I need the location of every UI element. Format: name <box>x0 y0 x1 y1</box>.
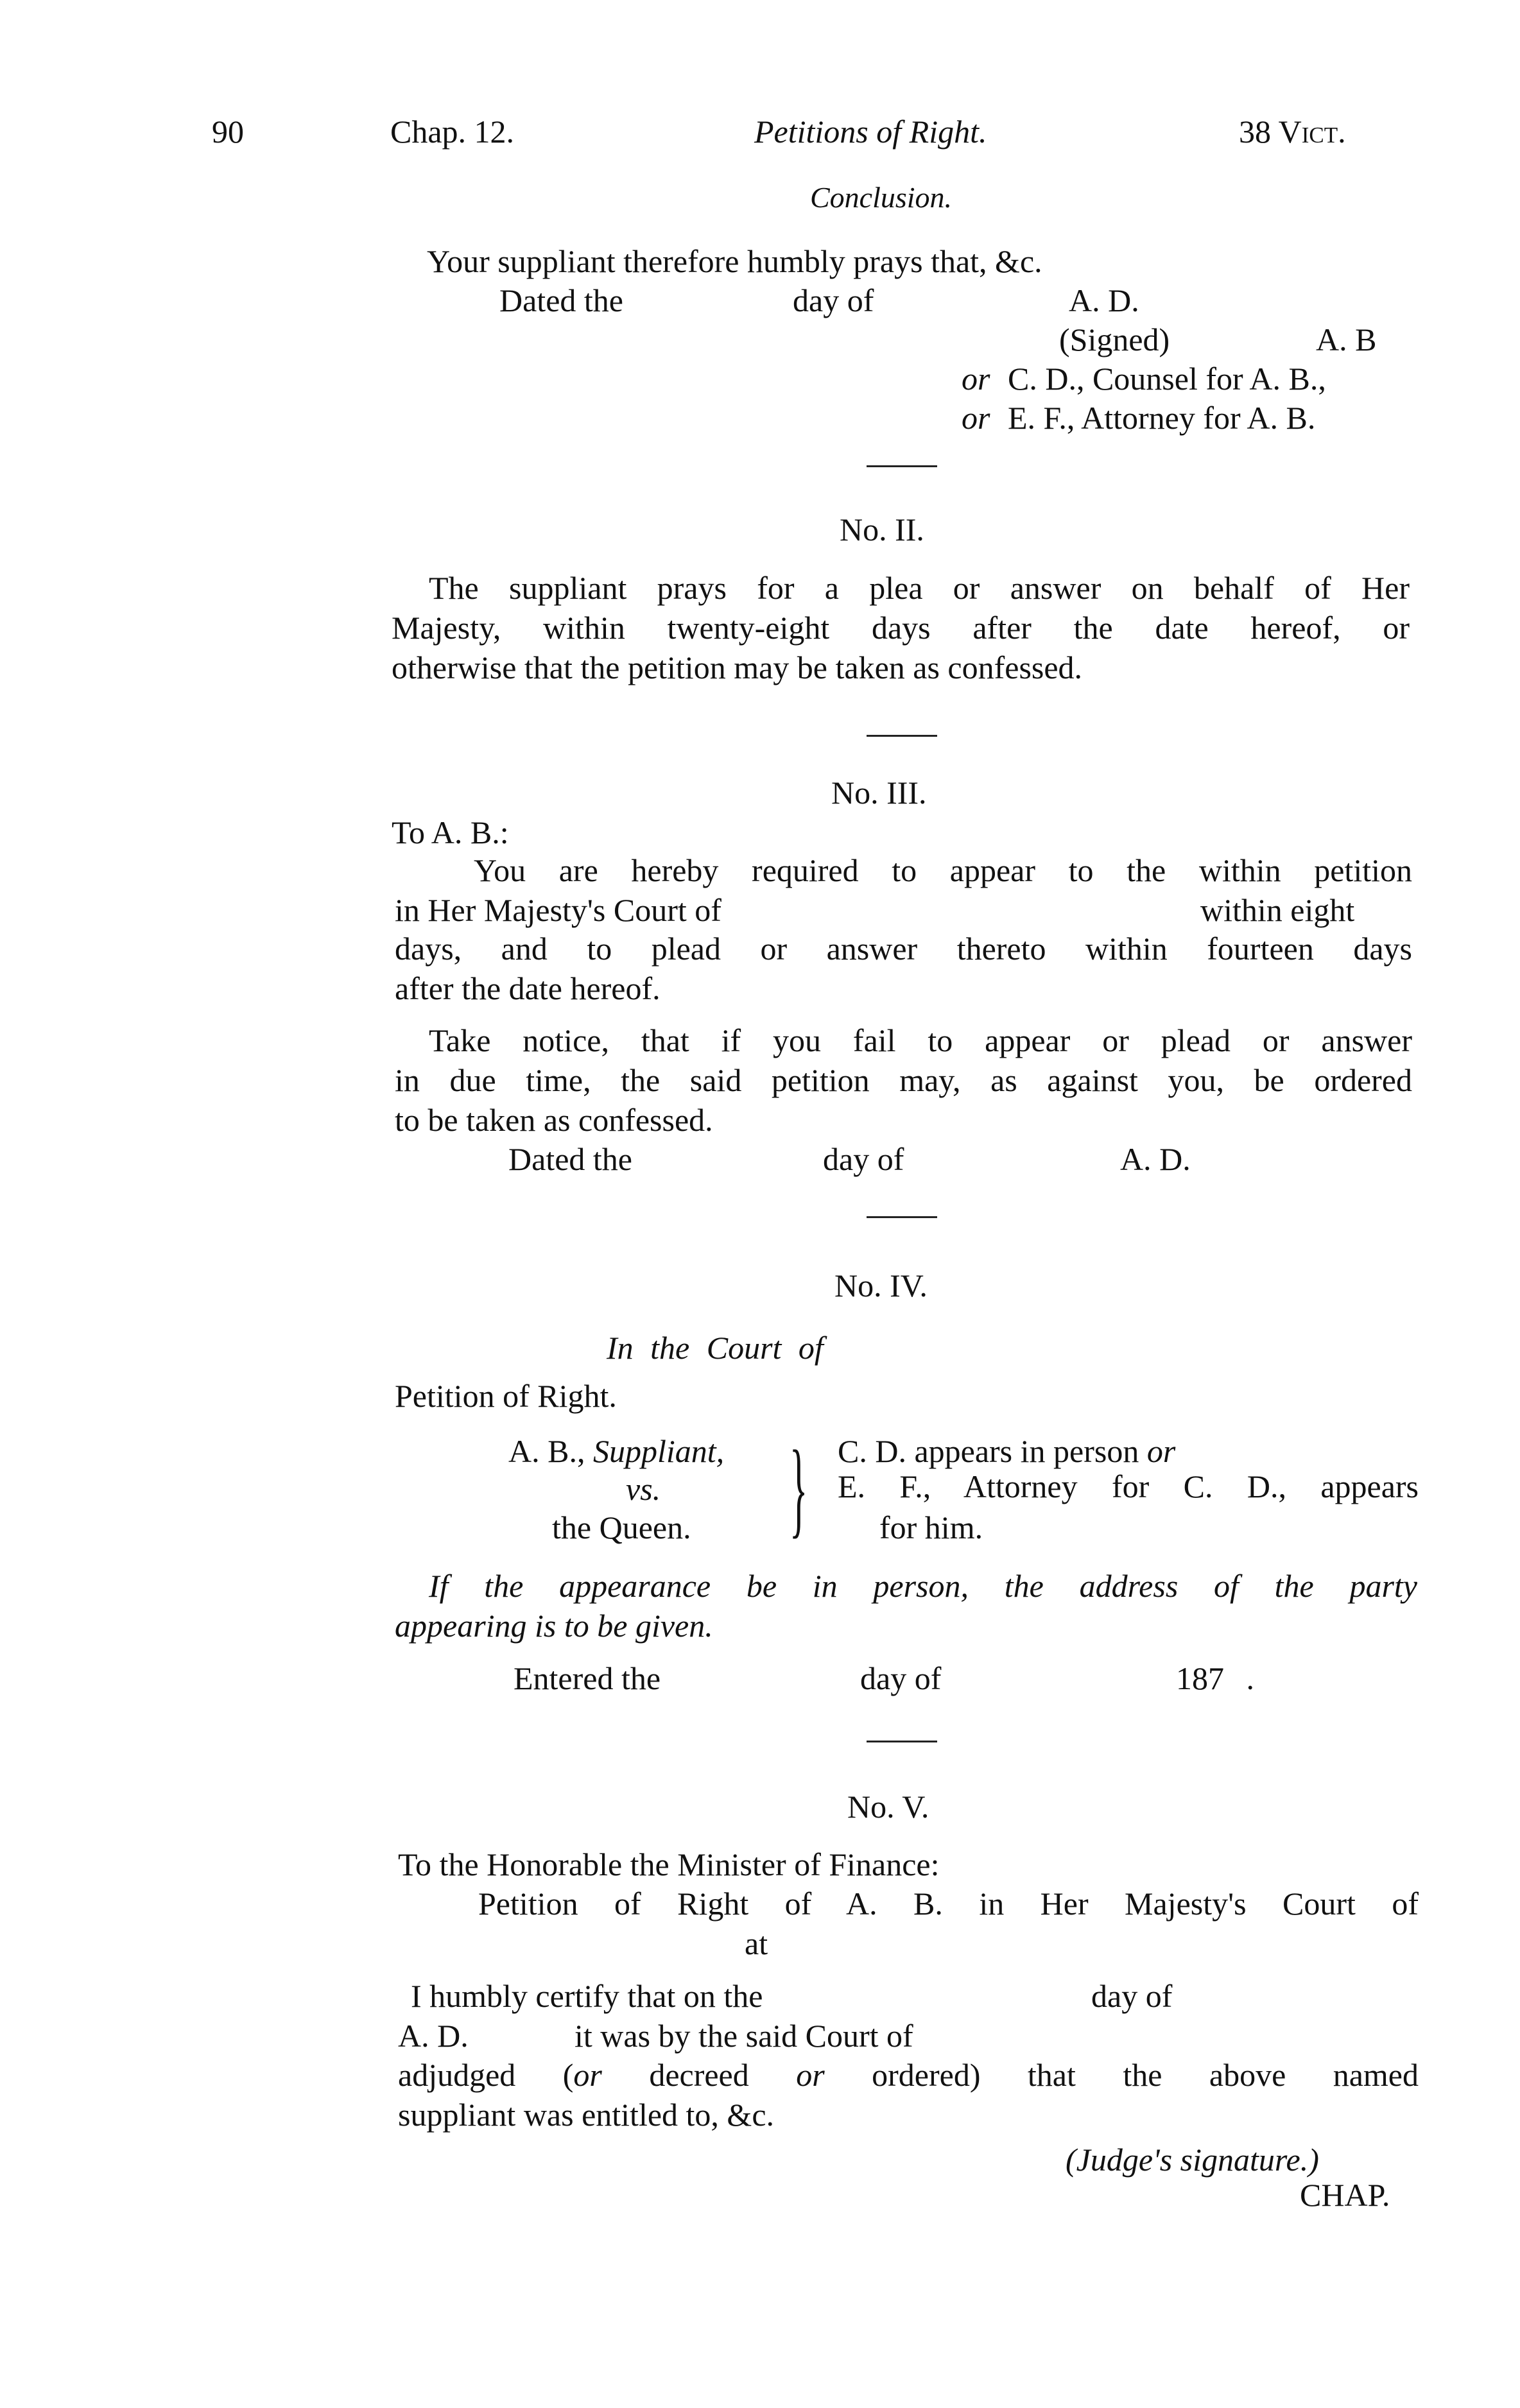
form-5-cert-or: or <box>573 2057 602 2093</box>
form-3-dated: Dated the <box>508 1141 632 1177</box>
form-3-line: after the date hereof. <box>395 970 661 1006</box>
form-4-appearance-line <box>838 1435 1175 1467</box>
chapter-label: Chap. 12. <box>390 114 515 150</box>
form-4-note: appearing is to be given. <box>395 1608 713 1644</box>
form-2-line: The suppliant prays for a plea or answer on behalf of Her <box>429 570 1410 606</box>
form-3-line: You are hereby required to appear to the within petition <box>474 852 1412 888</box>
form-5-at: at <box>745 1925 768 1961</box>
form-3-day-of: day of <box>823 1141 904 1177</box>
form-5-cert-part: ordered) that the above named <box>824 2057 1419 2093</box>
separator-rule <box>867 1216 937 1218</box>
form-4-day-of: day of <box>860 1660 942 1696</box>
form-5-cert-line: A. D. <box>398 2018 469 2054</box>
regnal-year: 38 Vict. <box>1239 114 1346 150</box>
separator-rule <box>867 465 937 467</box>
form-4-appearance-or: or <box>1146 1433 1176 1469</box>
separator-rule <box>867 1741 937 1742</box>
form-5-cert-line <box>398 2055 1419 2095</box>
page-number: 90 <box>212 114 244 150</box>
form-4-note: If the appearance be in person, the address of the party <box>429 1568 1417 1604</box>
running-title: Petitions of Right. <box>754 114 987 150</box>
conclusion-counsel: C. D., Counsel for A. B., <box>1008 361 1326 397</box>
form-5-cert-line: it was by the said Court of <box>574 2018 913 2054</box>
form-3-heading: No. III. <box>831 775 927 811</box>
form-4-title: Petition of Right. <box>395 1378 617 1414</box>
form-2-heading: No. II. <box>840 512 924 547</box>
form-2-line: Majesty, within twenty-eight days after the date hereof, or <box>392 610 1410 646</box>
conclusion-day-of: day of <box>793 282 874 318</box>
form-5-addressee: To the Honorable the Minister of Finance: <box>398 1846 940 1882</box>
form-4-heading: No. IV. <box>834 1268 928 1303</box>
conclusion-signed: (Signed) <box>1059 322 1170 357</box>
form-3-ad: A. D. <box>1120 1141 1191 1177</box>
conclusion-ad: A. D. <box>1069 282 1139 318</box>
form-5-cert-part: adjudged ( <box>398 2057 574 2093</box>
form-3-line: in Her Majesty's Court of <box>395 892 721 928</box>
form-5-heading: No. V. <box>847 1789 929 1825</box>
form-4-appearance-line: E. F., Attorney for C. D., appears <box>838 1468 1419 1504</box>
form-4-year: 187 . <box>1176 1660 1254 1696</box>
form-4-brace: } <box>790 1429 808 1548</box>
form-4-versus: vs. <box>626 1471 661 1507</box>
form-3-line: within eight <box>1200 892 1355 928</box>
form-3-notice: Take notice, that if you fail to appear or plead or answer <box>429 1022 1412 1058</box>
form-4-court: In the Court of <box>607 1330 824 1366</box>
conclusion-dated: Dated the <box>499 282 623 318</box>
form-4-party-2: the Queen. <box>552 1509 691 1545</box>
form-5-petition-line: Petition of Right of A. B. in Her Majesty's Court of <box>478 1886 1419 1922</box>
conclusion-or-2: or <box>962 400 990 436</box>
form-5-cert-line: day of <box>1091 1978 1173 2014</box>
form-5-cert-line: I humbly certify that on the <box>411 1978 763 2014</box>
catchword: CHAP. <box>1300 2177 1390 2213</box>
separator-rule <box>867 735 937 737</box>
form-5-cert-or: or <box>796 2057 825 2093</box>
form-4-appearance-line: for him. <box>879 1509 983 1545</box>
form-4-entered: Entered the <box>514 1660 661 1696</box>
form-3-line: days, and to plead or answer thereto within fourteen days <box>395 931 1412 967</box>
conclusion-signed-name: A. B <box>1316 322 1377 357</box>
form-3-notice: to be taken as confessed. <box>395 1102 713 1138</box>
form-4-party-1 <box>508 1435 724 1467</box>
conclusion-prayer: Your suppliant therefore humbly prays that, &c. <box>427 243 1042 279</box>
conclusion-or-1: or <box>962 361 990 397</box>
form-5-cert-line: suppliant was entitled to, &c. <box>398 2097 775 2133</box>
form-2-line: otherwise that the petition may be taken as confessed. <box>392 649 1083 685</box>
form-3-notice: in due time, the said petition may, as against you, be ordered <box>395 1062 1412 1098</box>
form-4-party-1-role: Suppliant, <box>592 1433 725 1469</box>
judge-signature: (Judge's signature.) <box>1066 2142 1319 2178</box>
form-4-party-1-name: A. B., <box>508 1433 585 1469</box>
conclusion-attorney: E. F., Attorney for A. B. <box>1008 400 1316 436</box>
conclusion-heading: Conclusion. <box>810 181 953 214</box>
form-5-cert-part: decreed <box>601 2057 797 2093</box>
form-3-addressee: To A. B.: <box>392 814 509 850</box>
form-4-appearance-text: C. D. appears in person <box>838 1433 1139 1469</box>
